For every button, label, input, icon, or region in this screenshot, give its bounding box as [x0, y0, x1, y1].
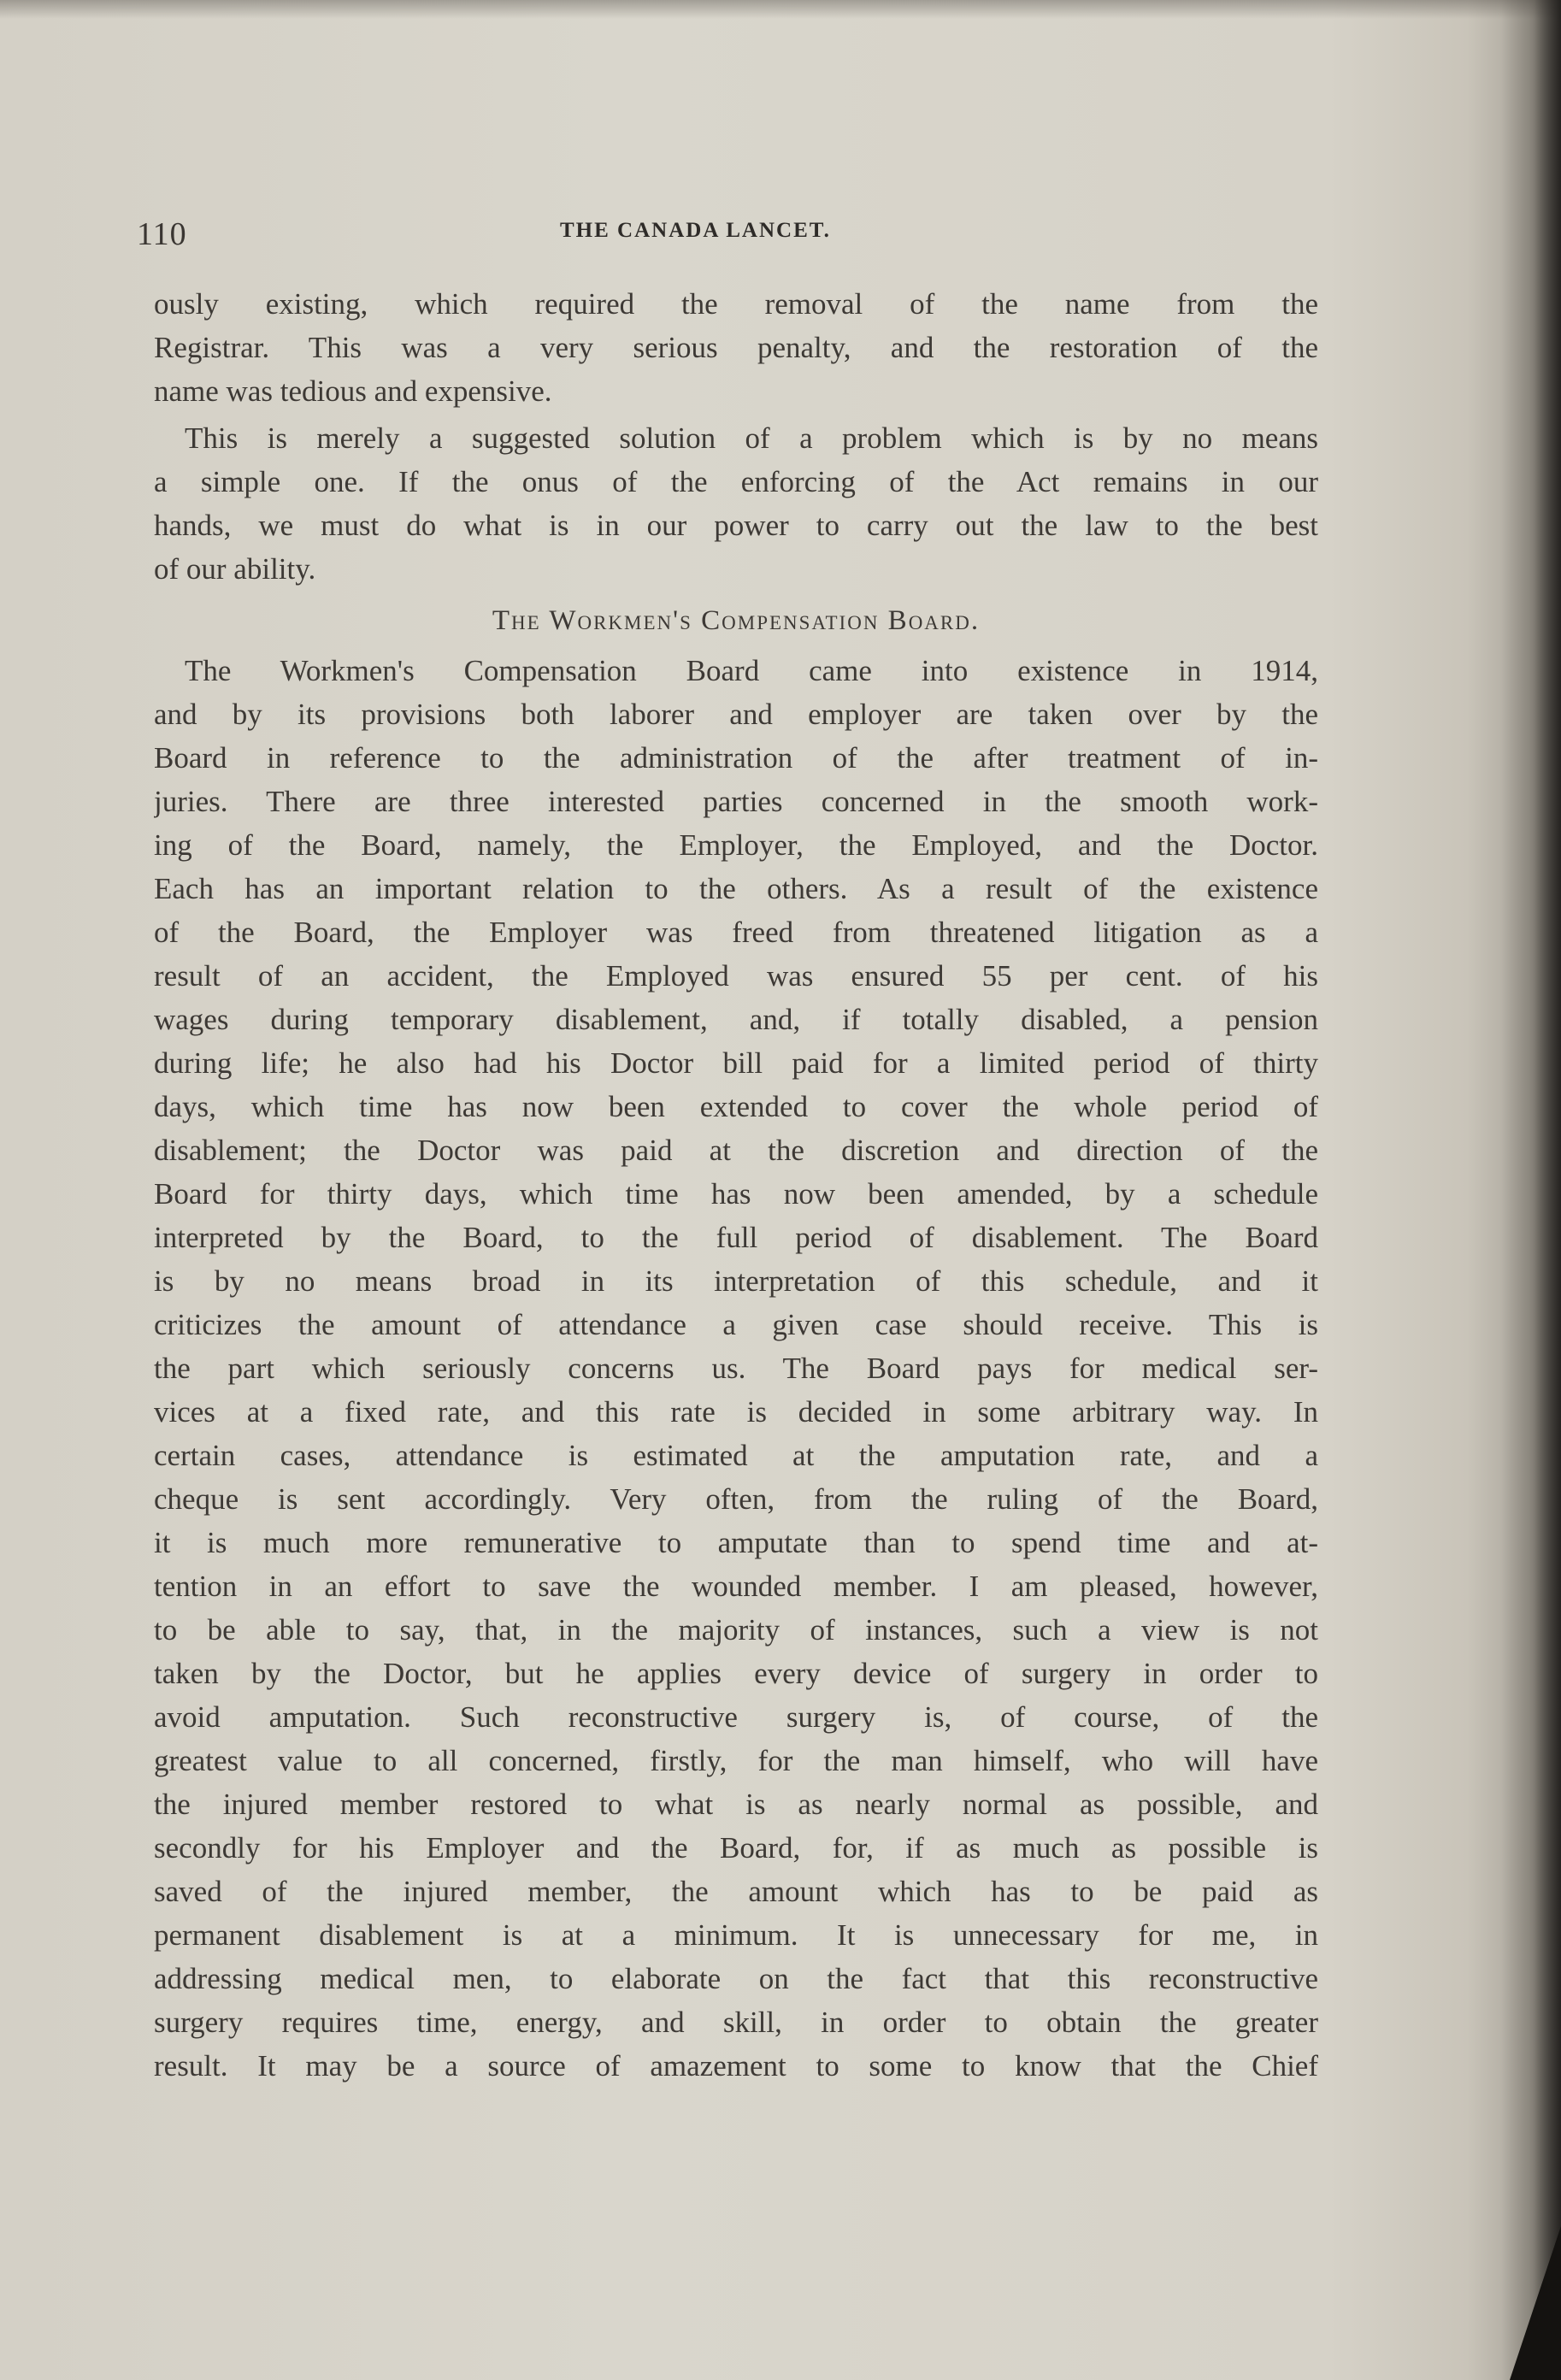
text-line: interpreted by the Board, to the full period of disablement. The Board — [154, 1221, 1318, 1254]
text-line: Board in reference to the administration of the after treatment of in- — [154, 741, 1318, 775]
journal-title: THE CANADA LANCET. — [560, 219, 831, 242]
text-line: wages during temporary disablement, and, if totally disabled, a pension — [154, 1003, 1318, 1036]
text-line: it is much more remunerative to amputate than to spend time and at- — [154, 1526, 1318, 1559]
text-line: vices at a fixed rate, and this rate is decided in some arbitrary way. In — [154, 1395, 1318, 1429]
text-line: disablement; the Doctor was paid at the discretion and direction of the — [154, 1134, 1318, 1167]
text-line: is by no means broad in its interpretation of this schedule, and it — [154, 1264, 1318, 1298]
page-number: 110 — [137, 216, 187, 252]
text-line: and by its provisions both laborer and employer are taken over by the — [154, 698, 1318, 731]
section-heading: The Workmen's Compensation Board. — [492, 605, 981, 636]
running-head — [137, 212, 1317, 263]
text-line: a simple one. If the onus of the enforcing of the Act remains in our — [154, 465, 1318, 498]
text-line: result. It may be a source of amazement to some to know that the Chief — [154, 2049, 1318, 2082]
paragraph-2 — [154, 416, 1318, 591]
text-line: tention in an effort to save the wounded member. I am pleased, however, — [154, 1570, 1318, 1603]
paragraph-3 — [154, 649, 1318, 2088]
text-line: certain cases, attendance is estimated at the amputation rate, and a — [154, 1439, 1318, 1472]
text-line: of the Board, the Employer was freed from threatened litigation as a — [154, 916, 1318, 949]
text-line: during life; he also had his Doctor bill paid for a limited period of thirty — [154, 1046, 1318, 1080]
text-line: name was tedious and expensive. — [154, 374, 552, 408]
text-line: to be able to say, that, in the majority of instances, such a view is not — [154, 1613, 1318, 1647]
text-line: Each has an important relation to the others. As a result of the existence — [154, 872, 1318, 905]
text-line: addressing medical men, to elaborate on the fact that this reconstructive — [154, 1962, 1318, 1995]
text-line: saved of the injured member, the amount which has to be paid as — [154, 1875, 1318, 1908]
binding-edge-shadow — [1501, 0, 1561, 2380]
text-line: surgery requires time, energy, and skill, in order to obtain the greater — [154, 2006, 1318, 2039]
text-line: the injured member restored to what is as nearly normal as possible, and — [154, 1788, 1318, 1821]
text-line: cheque is sent accordingly. Very often, from the ruling of the Board, — [154, 1482, 1318, 1516]
text-line: juries. There are three interested parties concerned in the smooth work- — [154, 785, 1318, 818]
text-line: taken by the Doctor, but he applies every device of surgery in order to — [154, 1657, 1318, 1690]
text-line: hands, we must do what is in our power to carry out the law to the best — [154, 509, 1318, 542]
text-line: This is merely a suggested solution of a problem which is by no means — [185, 421, 1318, 455]
text-line: ing of the Board, namely, the Employer, the Employed, and the Doctor. — [154, 828, 1318, 862]
text-line: of our ability. — [154, 552, 316, 586]
text-line: permanent disablement is at a minimum. It is unnecessary for me, in — [154, 1918, 1318, 1952]
top-edge-shadow — [0, 0, 1561, 19]
text-line: criticizes the amount of attendance a given case should receive. This is — [154, 1308, 1318, 1341]
text-line: greatest value to all concerned, firstly, for the man himself, who will have — [154, 1744, 1318, 1777]
text-line: secondly for his Employer and the Board, for, if as much as possible is — [154, 1831, 1318, 1865]
text-line: result of an accident, the Employed was ensured 55 per cent. of his — [154, 959, 1318, 993]
page-corner-tab-icon — [1501, 2226, 1561, 2380]
text-line: Registrar. This was a very serious penalty, and the restoration of the — [154, 331, 1318, 364]
text-line: ously existing, which required the removal of the name from the — [154, 287, 1318, 321]
article-body — [154, 282, 1318, 2088]
text-line: days, which time has now been extended to cover the whole period of — [154, 1090, 1318, 1123]
text-line: Board for thirty days, which time has now been amended, by a schedule — [154, 1177, 1318, 1211]
text-line: the part which seriously concerns us. The Board pays for medical ser- — [154, 1352, 1318, 1385]
text-line: The Workmen's Compensation Board came into existence in 1914, — [185, 654, 1318, 687]
paragraph-1 — [154, 282, 1318, 413]
text-line: avoid amputation. Such reconstructive surgery is, of course, of the — [154, 1700, 1318, 1734]
